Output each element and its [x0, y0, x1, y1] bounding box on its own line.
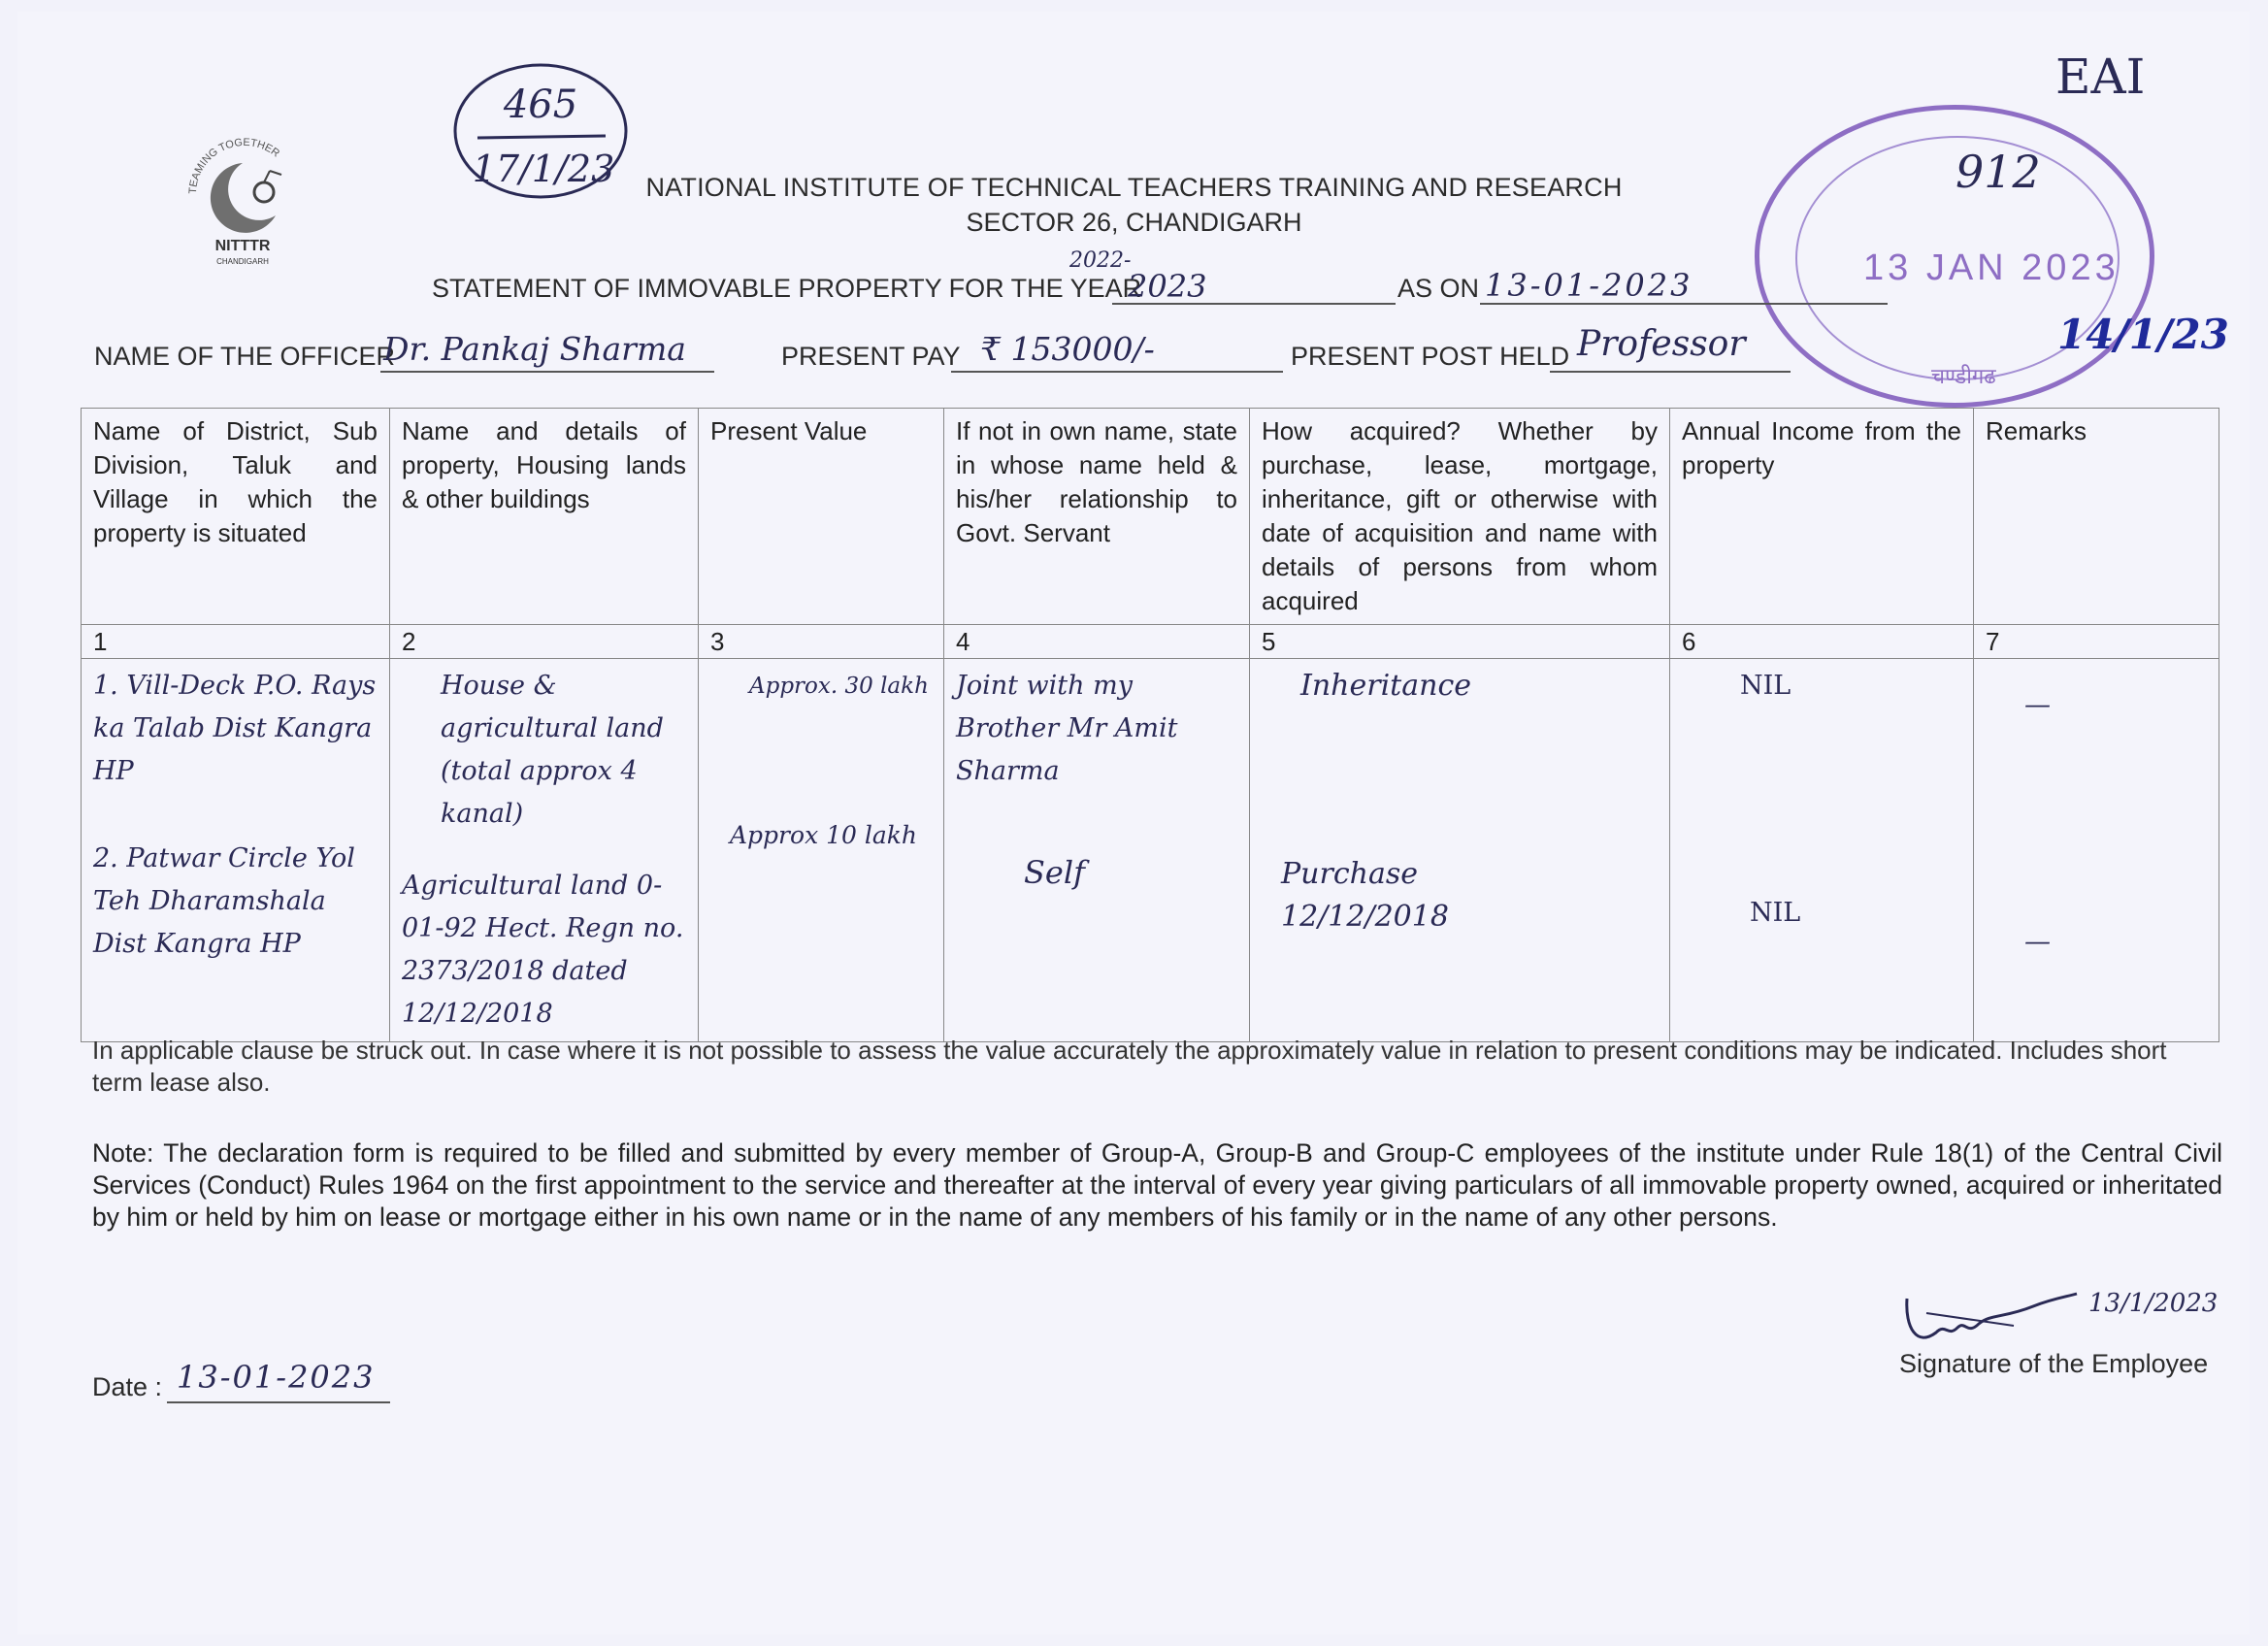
name-held-cell [944, 659, 1250, 1042]
signature-date: 13/1/2023 [2088, 1289, 2219, 1318]
inward-number: 465 [503, 82, 578, 127]
statement-year-prefix: 2022- [1069, 248, 1132, 273]
officer-name-label: NAME OF THE OFFICER [94, 342, 396, 371]
post-held: Professor [1577, 324, 1746, 364]
table-header-row [82, 409, 2219, 625]
income-cell [1670, 659, 1974, 1042]
institute-name: NATIONAL INSTITUTE OF TECHNICAL TEACHERS TRAINING AND RESEARCH [645, 173, 1623, 202]
remarks-cell [1974, 659, 2219, 1042]
declaration-note: Note: The declaration form is required to be filled and submitted by every member of Group-A, Group-B and Group-C employees of the institute under Rule 18(1) of the Central Civil Services (Conduct) Rules 1964 on the first appointment to the service and thereafter at the interval of every year giving particulars of all immovable property owned, acquired or inheritated by him or held by him on lease or mortgage either in his own name or in the name of any members of his family or in the name of any other persons. [92, 1138, 2222, 1232]
logo-subtitle: CHANDIGARH [216, 257, 269, 266]
column-number: 7 [1974, 625, 2219, 659]
stamp-place: चण्डीगढ [1931, 364, 1996, 388]
table-row [82, 659, 2219, 1042]
signature-label: Signature of the Employee [1899, 1349, 2209, 1378]
as-on-label: AS ON [1397, 274, 1480, 303]
footnote: In applicable clause be struck out. In case where it is not possible to assess the value accurately the approximately value in relation to present conditions may be indicated. Includes short term lease also. [92, 1036, 2167, 1097]
income-entry-1: NIL [1740, 671, 1791, 701]
name-held-entry-1: Joint with my Brother Mr Amit Sharma [956, 671, 1178, 786]
location-entry-2: 2. Patwar Circle Yol Teh Dharamshala Dist Kangra HP [93, 843, 355, 959]
date-value: 13-01-2023 [177, 1359, 376, 1396]
present-pay-underline [951, 371, 1283, 373]
post-held-underline [1550, 371, 1791, 373]
officer-name: Dr. Pankaj Sharma [383, 330, 686, 368]
officer-name-underline [380, 371, 714, 373]
header-annual-income: Annual Income from the property [1670, 409, 1974, 625]
post-held-label: PRESENT POST HELD [1291, 342, 1570, 371]
details-entry-1: House & agricultural land (total approx 4 kanal) [441, 671, 664, 829]
column-number: 4 [944, 625, 1250, 659]
header-remarks: Remarks [1974, 409, 2219, 625]
as-on-date: 13-01-2023 [1485, 267, 1693, 304]
name-held-entry-2: Self [1024, 854, 1085, 891]
stamp-date: 13 JAN 2023 [1863, 247, 2120, 288]
acquired-entry-2: Purchase 12/12/2018 [1281, 857, 1449, 934]
column-number: 2 [390, 625, 699, 659]
institute-address: SECTOR 26, CHANDIGARH [966, 208, 1302, 237]
location-cell [82, 659, 390, 1042]
header-location: Name of District, Sub Division, Taluk and Village in which the property is situated [82, 409, 390, 625]
remarks-entry-1: — [2024, 690, 2051, 720]
statement-label: STATEMENT OF IMMOVABLE PROPERTY FOR THE YEAR [432, 274, 1142, 303]
signature-scribble-icon [1897, 1279, 2091, 1357]
header-name-held: If not in own name, state in whose name held & his/her relationship to Govt. Servant [944, 409, 1250, 625]
location-entry-1: 1. Vill-Deck P.O. Rays ka Talab Dist Kangra HP [93, 671, 377, 786]
income-entry-2: NIL [1750, 898, 1801, 928]
date-label: Date : [92, 1372, 163, 1401]
logo-title: NITTTR [214, 238, 271, 254]
remarks-entry-2: — [2024, 927, 2051, 957]
property-table [81, 408, 2219, 1042]
acquired-entry-1: Inheritance [1300, 669, 1472, 703]
statement-year: 2023 [1128, 268, 1207, 305]
value-entry-1: Approx. 30 lakh [749, 674, 929, 699]
header-present-value: Present Value [699, 409, 944, 625]
logo-arc-text: TEAMING TOGETHER [186, 136, 282, 195]
value-cell [699, 659, 944, 1042]
column-number: 6 [1670, 625, 1974, 659]
stamp-initials-date: 14/1/23 [2057, 311, 2229, 358]
value-entry-2: Approx 10 lakh [730, 821, 918, 849]
inward-date: 17/1/23 [472, 148, 615, 190]
header-property-details: Name and details of property, Housing lands & other buildings [390, 409, 699, 625]
stamp-number: 912 [1956, 146, 2041, 198]
column-number: 3 [699, 625, 944, 659]
header-how-acquired: How acquired? Whether by purchase, lease, mortgage, inheritance, gift or otherwise with date of acquisition and name with details of persons from whom acquired [1250, 409, 1670, 625]
present-pay: ₹ 153000/- [980, 330, 1155, 368]
section-mark: EAI [2055, 49, 2146, 105]
acquired-cell [1250, 659, 1670, 1042]
column-number: 5 [1250, 625, 1670, 659]
column-number: 1 [82, 625, 390, 659]
details-entry-2: Agricultural land 0-01-92 Hect. Regn no. 2373/2018 dated 12/12/2018 [402, 871, 684, 1029]
table-number-row [82, 625, 2219, 659]
present-pay-label: PRESENT PAY [781, 342, 961, 371]
employee-signature [1897, 1279, 2091, 1357]
date-underline [167, 1401, 390, 1403]
details-cell [390, 659, 699, 1042]
